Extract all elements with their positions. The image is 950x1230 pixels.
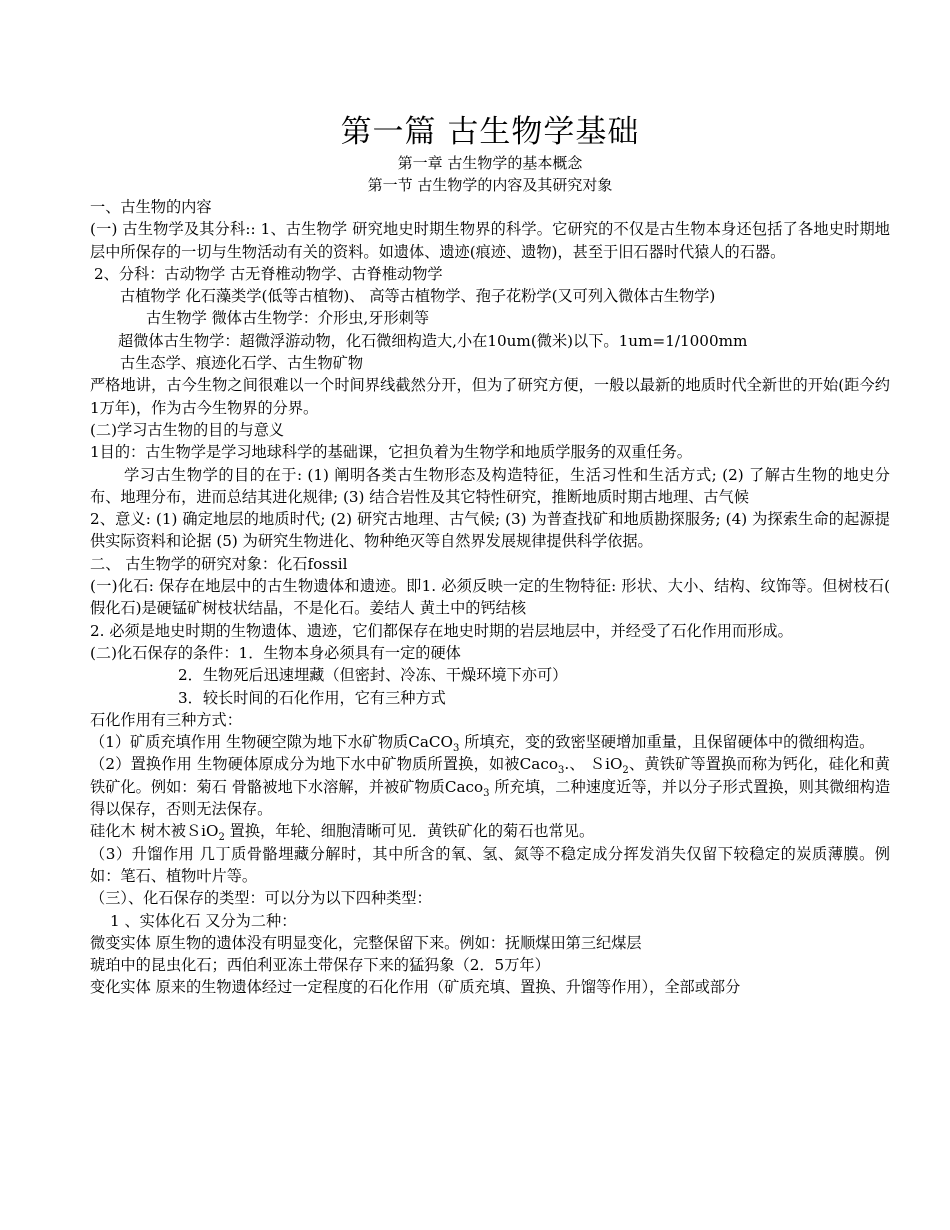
- subscript: 3: [558, 765, 565, 777]
- text-run: 所充填，二种速度近等，并以分子形式置换，则其微细构造得以保存，否则无法保存。: [90, 777, 891, 819]
- list-item: 古植物学 化石藻类学(低等古植物)、 高等古植物学、孢子花粉学(又可列入微体古生物学): [120, 287, 716, 306]
- paragraph: 2. 必须是地史时期的生物遗体、遗迹，它们都保存在地史时期的岩层地层中，并经受了石化作用而形成。: [90, 621, 793, 640]
- text-run: （1）矿质充填作用 生物硬空隙为地下水矿物质CaCO: [90, 733, 453, 752]
- paragraph: 石化作用有三种方式：: [90, 710, 242, 729]
- paragraph: 微变实体 原生物的遗体没有明显变化，完整保留下来。例如：抚顺煤田第三纪煤层: [90, 933, 642, 952]
- paragraph: (一)化石: 保存在地层中的古生物遗体和遗迹。即1. 必须反映一定的生物特征: 形状、大小、结构、纹饰等。但树枝石( 假化石)是硬锰矿树枝状结晶，不是化石。姜结人 黄土中的钙结核: [90, 577, 890, 618]
- page-title: 第一篇 古生物学基础: [340, 114, 640, 150]
- heading-research-object: 二、 古生物学的研究对象：化石fossil: [90, 554, 348, 573]
- document-page: [90, 112, 890, 999]
- section-heading: 第一节 古生物学的内容及其研究对象: [367, 176, 613, 194]
- paragraph: 变化实体 原来的生物遗体经过一定程度的石化作用（矿质充填、置换、升馏等作用），全部或部分: [90, 978, 741, 997]
- chapter-heading: 第一章 古生物学的基本概念: [397, 154, 583, 172]
- subheading: (二)学习古生物的目的与意义: [90, 420, 285, 439]
- list-item: 1 、实体化石 又分为二种：: [110, 911, 297, 930]
- paragraph: [90, 731, 890, 753]
- list-item: 2．生物死后迅速埋藏（但密封、冷冻、干燥环境下亦可）: [178, 666, 568, 685]
- text-run: 所填充，变的致密坚硬增加重量，且保留硬体中的微细构造。: [459, 733, 875, 752]
- text-run: （2）置换作用 生物硬体原成分为地下水中矿物质所置换，如被Caco: [90, 755, 558, 774]
- paragraph: 严格地讲，古今生物之间很难以一个时间界线截然分开，但为了研究方便，一般以最新的地质时代全新世的开始(距今约1万年)，作为古今生物界的分界。: [90, 376, 890, 417]
- paragraph: [90, 820, 890, 842]
- list-item: 3．较长时间的石化作用，它有三种方式: [178, 688, 446, 707]
- paragraph: （3）升馏作用 几丁质骨骼埋藏分解时，其中所含的氧、氢、氮等不稳定成分挥发消失仅留下较稳定的炭质薄膜。例如：笔石、植物叶片等。: [90, 844, 890, 885]
- text-run: 、黄铁矿等置换而称为钙化，硅化和黄铁矿化。例如：菊石 骨骼被地下水溶解，并被矿物质Caco: [90, 755, 890, 796]
- paragraph: (一) 古生物学及其分科:: 1、古生物学 研究地史时期生物界的科学。它研究的不仅是古生物本身还包括了各地史时期地层中所保存的一切与生物活动有关的资料。如遗体、遗迹(痕迹、遗物)，甚至于旧石器时代猿人的石器。: [90, 220, 890, 261]
- subscript: 2: [622, 765, 629, 777]
- list-item: 古生物学 微体古生物学：介形虫,牙形刺等: [146, 309, 430, 328]
- subheading: （三）、化石保存的类型：可以分为以下四种类型：: [90, 889, 432, 908]
- paragraph: 学习古生物学的目的在于: (1) 阐明各类古生物形态及构造特征，生活习性和生活方式; (2) 了解古生物的地史分布、地理分布，进而总结其进化规律; (3) 结合岩性及其它特性研究，推断地质时期古地理、古气候: [90, 465, 890, 506]
- paragraph: 2、意义: (1) 确定地层的地质时代; (2) 研究古地理、古气候; (3) 为普查找矿和地质勘探服务; (4) 为探索生命的起源提供实际资料和论据 (5) 为研究生物进化、物种绝灭等自然界发展规律提供科学依据。: [90, 510, 890, 551]
- heading-contents: 一、古生物的内容: [90, 198, 212, 216]
- list-item: 超微体古生物学：超微浮游动物，化石微细构造大,小在10um(微米)以下。1um=1/1000mm: [118, 331, 748, 350]
- subscript: 2: [218, 832, 225, 844]
- list-item: 古生态学、痕迹化石学、古生物矿物: [120, 354, 363, 373]
- list-item: 2、分科：古动物学 古无脊椎动物学、古脊椎动物学: [94, 264, 443, 283]
- paragraph: 1目的：古生物学是学习地球科学的基础课，它担负着为生物学和地质学服务的双重任务。: [90, 443, 692, 462]
- subscript: 3: [483, 787, 490, 799]
- text-run: 置换，年轮、细胞清晰可见．黄铁矿化的菊石也常见。: [224, 822, 595, 841]
- paragraph: [90, 753, 890, 820]
- text-run: 硅化木 树木被ＳiO: [90, 822, 219, 841]
- paragraph: 琥珀中的昆虫化石；西伯利亚冻土带保存下来的猛犸象（2．5万年）: [90, 956, 550, 975]
- subheading: (二)化石保存的条件：1．生物本身必须具有一定的硬体: [90, 643, 461, 662]
- text-run: .、 ＳiO: [564, 755, 623, 774]
- subscript: 3: [453, 743, 460, 755]
